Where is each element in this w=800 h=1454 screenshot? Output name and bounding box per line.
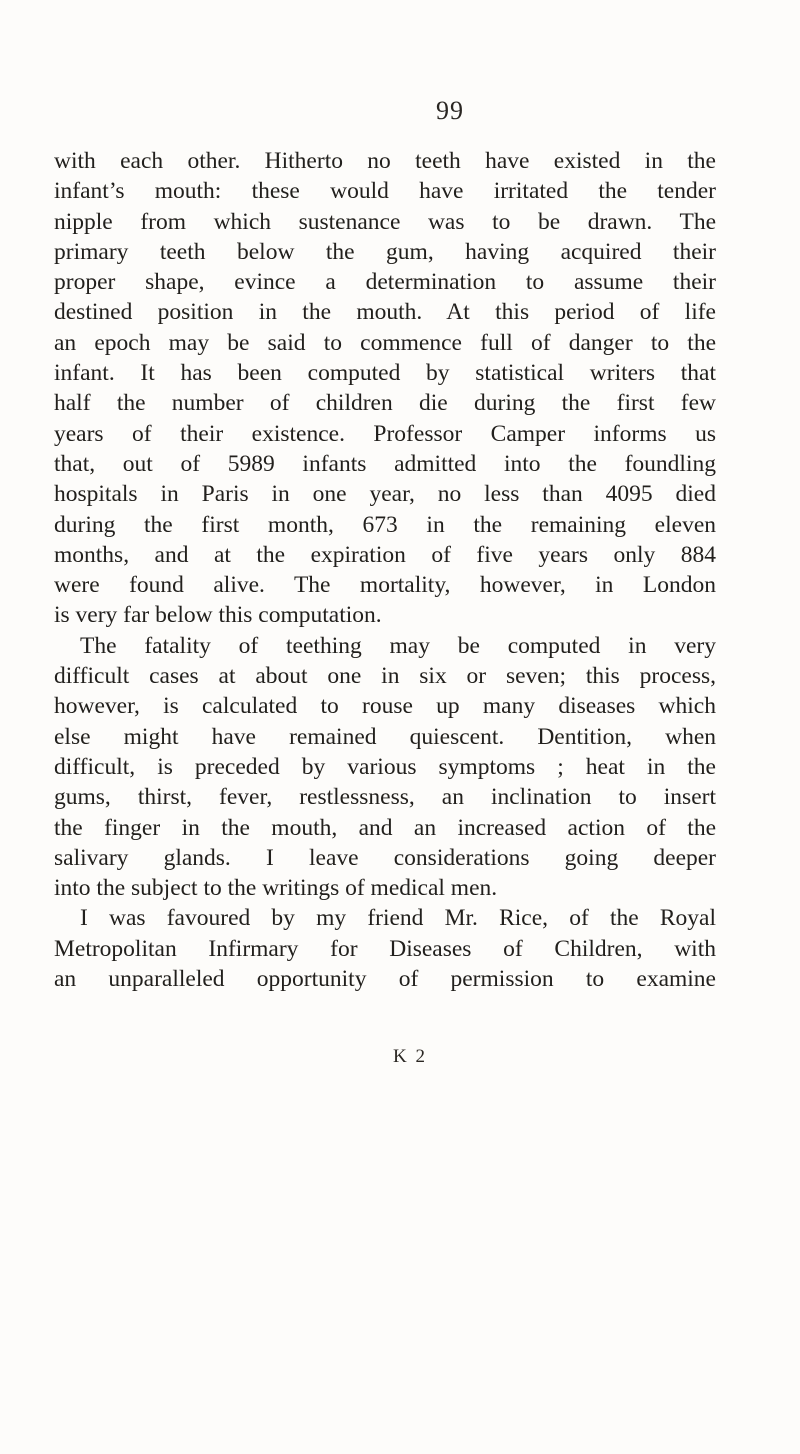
text-line: difficult, is preceded by various symptoms ; heat in the (54, 753, 716, 780)
text-line: is very far below this computation. (54, 602, 382, 629)
text-line: an epoch may be said to commence full of danger to the (54, 329, 716, 356)
text-line: years of their existence. Professor Camper informs us (54, 420, 716, 447)
text-line: were found alive. The mortality, however, in London (54, 572, 716, 599)
text-line: gums, thirst, fever, restlessness, an inclination to insert (54, 784, 716, 811)
text-line: Metropolitan Infirmary for Diseases of Children, with (54, 935, 716, 962)
signature-mark: K 2 (393, 1046, 427, 1067)
text-line: difficult cases at about one in six or seven; this process, (54, 663, 716, 690)
text-line: else might have remained quiescent. Dentition, when (54, 723, 716, 750)
text-line: with each other. Hitherto no teeth have existed in the (54, 148, 716, 174)
text-line: during the first month, 673 in the remaining eleven (54, 511, 716, 538)
text-line: The fatality of teething may be computed in very (80, 632, 716, 659)
text-line: proper shape, evince a determination to assume their (54, 269, 716, 296)
text-line: hospitals in Paris in one year, no less than 4095 died (54, 481, 716, 508)
text-line: into the subject to the writings of medical men. (54, 875, 498, 902)
text-line: that, out of 5989 infants admitted into the foundling (54, 450, 716, 477)
text-line: however, is calculated to rouse up many diseases which (54, 693, 716, 720)
text-line: an unparalleled opportunity of permission to examine (54, 966, 716, 993)
text-line: months, and at the expiration of five years only 884 (54, 541, 716, 568)
text-line: I was favoured by my friend Mr. Rice, of the Royal (80, 905, 716, 932)
text-line: destined position in the mouth. At this period of life (54, 299, 716, 326)
text-line: salivary glands. I leave considerations going deeper (54, 844, 716, 871)
text-line: infant’s mouth: these would have irritated the tender (54, 178, 716, 205)
text-line: the finger in the mouth, and an increased action of the (54, 814, 716, 841)
text-line: infant. It has been computed by statistical writers that (54, 360, 716, 387)
text-line: nipple from which sustenance was to be drawn. The (54, 208, 716, 235)
text-line: half the number of children die during the first few (54, 390, 716, 417)
page-number: 99 (436, 96, 464, 125)
body-text (54, 146, 716, 994)
text-line: primary teeth below the gum, having acquired their (54, 238, 716, 265)
